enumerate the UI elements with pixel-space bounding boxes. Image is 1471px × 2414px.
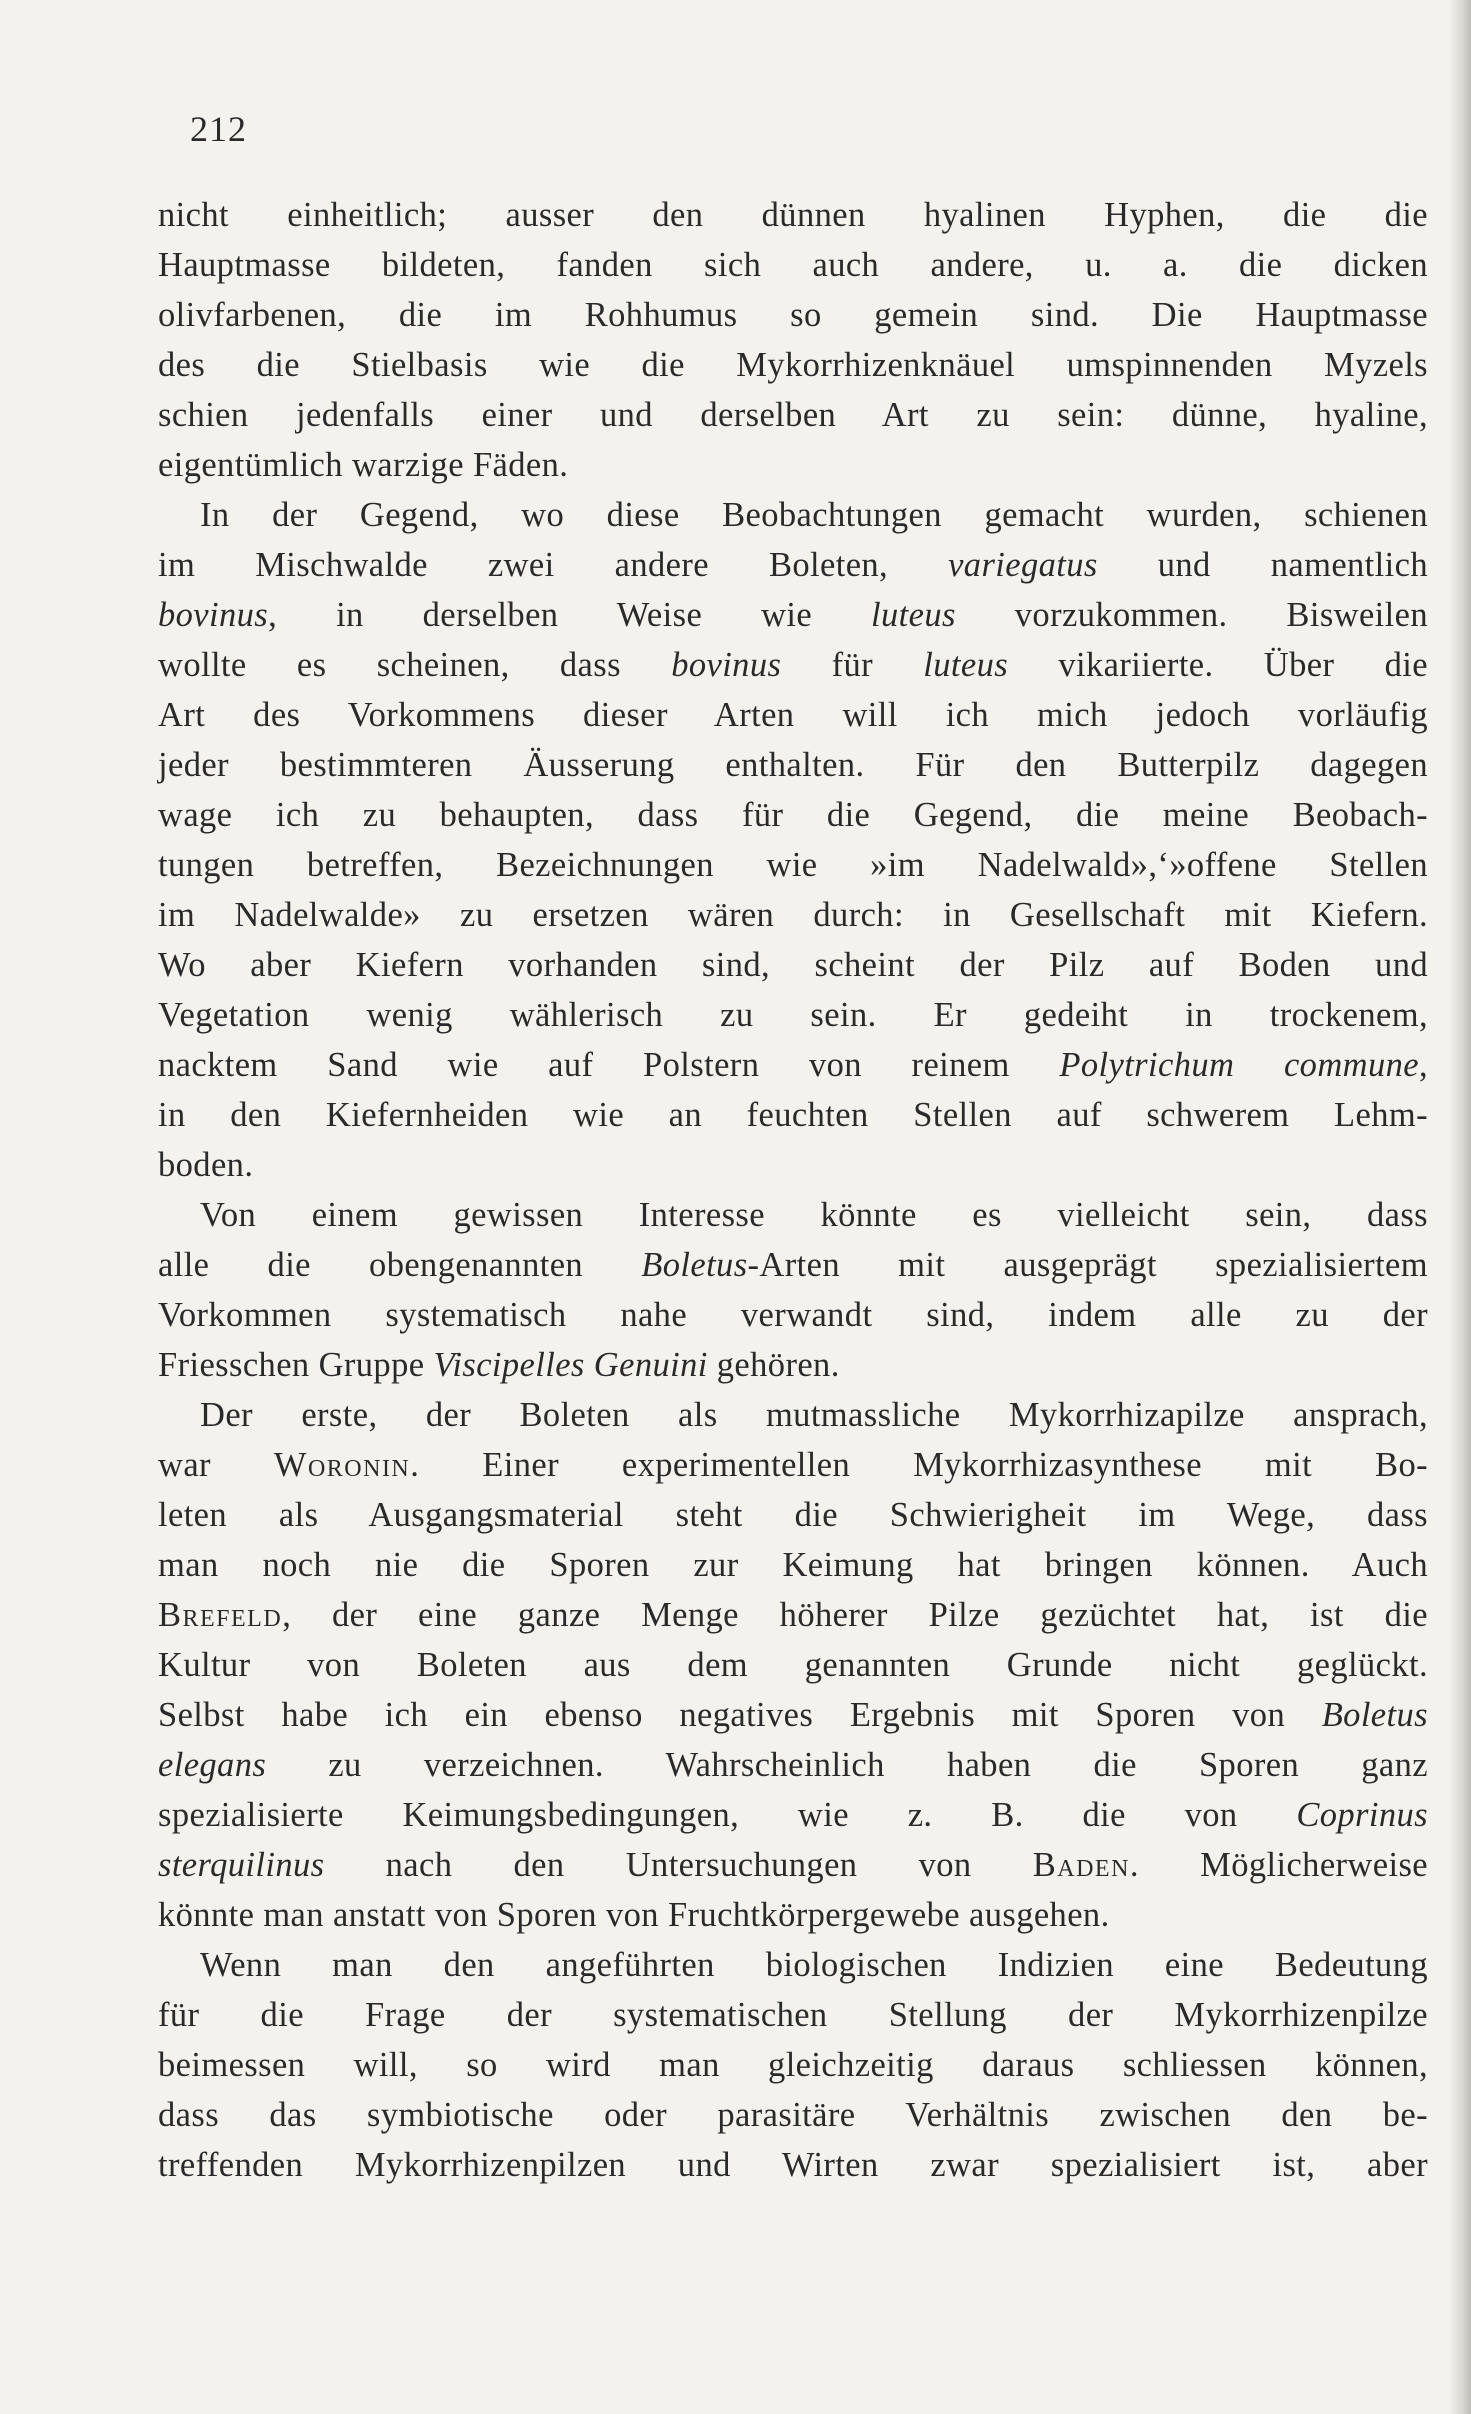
text-segment: , bbox=[1418, 1046, 1428, 1084]
text-segment: nicht einheitlich; ausser den dünnen hyalinen Hyphen, die die bbox=[158, 196, 1428, 234]
text-line bbox=[158, 340, 1428, 390]
text-line bbox=[158, 1490, 1428, 1540]
text-line bbox=[158, 1390, 1428, 1440]
text-segment: leten als Ausgangsmaterial steht die Schwierigheit im Wege, dass bbox=[158, 1496, 1428, 1534]
text-segment: und namentlich bbox=[1097, 546, 1429, 584]
text-line bbox=[158, 1840, 1428, 1890]
text-segment: für bbox=[781, 646, 924, 684]
text-segment: Der erste, der Boleten als mutmassliche Mykorrhizapilze ansprach, bbox=[200, 1396, 1428, 1434]
text-line bbox=[158, 540, 1428, 590]
text-line bbox=[158, 2040, 1428, 2090]
text-segment: Vorkommen systematisch nahe verwandt sind, indem alle zu der bbox=[158, 1296, 1428, 1334]
text-line bbox=[158, 790, 1428, 840]
text-segment: Art des Vorkommens dieser Arten will ich mich jedoch vorläufig bbox=[158, 696, 1428, 734]
text-line bbox=[158, 1090, 1428, 1140]
italic-text: bovinus bbox=[671, 646, 782, 684]
text-line bbox=[158, 1440, 1428, 1490]
text-segment: zu verzeichnen. Wahrscheinlich haben die Sporen ganz bbox=[266, 1746, 1428, 1784]
page-number: 212 bbox=[190, 109, 247, 149]
text-line bbox=[158, 1990, 1428, 2040]
text-segment: treffenden Mykorrhizenpilzen und Wirten zwar spezialisiert ist, aber bbox=[158, 2146, 1428, 2184]
text-line bbox=[158, 1890, 1428, 1940]
italic-text: Boletus bbox=[1321, 1696, 1428, 1734]
italic-text: bovinus bbox=[158, 596, 269, 634]
text-segment: im Mischwalde zwei andere Boleten, bbox=[158, 546, 949, 584]
text-segment: . Möglicherweise bbox=[1129, 1846, 1428, 1884]
text-line bbox=[158, 240, 1428, 290]
text-segment: eigentümlich warzige Fäden. bbox=[158, 446, 569, 484]
text-line bbox=[158, 290, 1428, 340]
text-segment: in den Kiefernheiden wie an feuchten Stellen auf schwerem Lehm- bbox=[158, 1096, 1428, 1134]
page-edge-shadow bbox=[1449, 0, 1471, 2414]
text-line bbox=[158, 590, 1428, 640]
text-line bbox=[158, 840, 1428, 890]
italic-text: luteus bbox=[871, 596, 956, 634]
text-line bbox=[158, 940, 1428, 990]
text-line bbox=[158, 1590, 1428, 1640]
text-segment: , in derselben Weise wie bbox=[268, 596, 872, 634]
italic-text: Coprinus bbox=[1296, 1796, 1428, 1834]
text-segment: dass das symbiotische oder parasitäre Verhältnis zwischen den be- bbox=[158, 2096, 1428, 2134]
text-line bbox=[158, 890, 1428, 940]
text-segment: Selbst habe ich ein ebenso negatives Ergebnis mit Sporen von bbox=[158, 1696, 1322, 1734]
text-line bbox=[158, 1690, 1428, 1740]
text-line bbox=[158, 1740, 1428, 1790]
text-segment: boden. bbox=[158, 1146, 254, 1184]
text-segment: Kultur von Boleten aus dem genannten Grunde nicht geglückt. bbox=[158, 1646, 1428, 1684]
text-segment: im Nadelwalde» zu ersetzen wären durch: in Gesellschaft mit Kiefern. bbox=[158, 896, 1428, 934]
text-segment: . Einer experimentellen Mykorrhizasynthese mit Bo- bbox=[410, 1446, 1428, 1484]
text-segment: Wenn man den angeführten biologischen Indizien eine Bedeutung bbox=[200, 1946, 1428, 1984]
text-line bbox=[158, 440, 1428, 490]
text-line bbox=[158, 640, 1428, 690]
text-segment: schien jedenfalls einer und derselben Art zu sein: dünne, hyaline, bbox=[158, 396, 1428, 434]
text-segment: Vegetation wenig wählerisch zu sein. Er gedeiht in trockenem, bbox=[158, 996, 1428, 1034]
text-line bbox=[158, 1040, 1428, 1090]
text-line bbox=[158, 1540, 1428, 1590]
text-segment: man noch nie die Sporen zur Keimung hat bringen können. Auch bbox=[158, 1546, 1428, 1584]
text-line bbox=[158, 490, 1428, 540]
text-segment: jeder bestimmteren Äusserung enthalten. Für den Butterpilz dagegen bbox=[158, 746, 1428, 784]
italic-text: sterquilinus bbox=[158, 1846, 325, 1884]
text-segment: , der eine ganze Menge höherer Pilze gezüchtet hat, ist die bbox=[282, 1596, 1428, 1634]
text-segment: wollte es scheinen, dass bbox=[158, 646, 672, 684]
text-segment: alle die obengenannten bbox=[158, 1246, 642, 1284]
text-segment: des die Stielbasis wie die Mykorrhizenknäuel umspinnenden Myzels bbox=[158, 346, 1428, 384]
italic-text: variegatus bbox=[948, 546, 1098, 584]
italic-text: Boletus bbox=[641, 1246, 748, 1284]
text-segment: nacktem Sand wie auf Polstern von reinem bbox=[158, 1046, 1060, 1084]
text-segment: könnte man anstatt von Sporen von Fruchtkörpergewebe ausgehen. bbox=[158, 1896, 1110, 1934]
text-segment: war bbox=[158, 1446, 274, 1484]
text-segment: olivfarbenen, die im Rohhumus so gemein sind. Die Hauptmasse bbox=[158, 296, 1428, 334]
text-segment: wage ich zu behaupten, dass für die Gegend, die meine Beobach- bbox=[158, 796, 1428, 834]
text-line bbox=[158, 1240, 1428, 1290]
text-segment: Friesschen Gruppe bbox=[158, 1346, 434, 1384]
text-segment: -Arten mit ausgeprägt spezialisiertem bbox=[747, 1246, 1429, 1284]
text-line bbox=[158, 2140, 1428, 2190]
text-segment: tungen betreffen, Bezeichnungen wie »im Nadelwald»,‘»offene Stellen bbox=[158, 846, 1428, 884]
body-text bbox=[158, 190, 1428, 2190]
text-line bbox=[158, 1290, 1428, 1340]
text-segment: für die Frage der systematischen Stellung der Mykorrhizenpilze bbox=[158, 1996, 1428, 2034]
text-line bbox=[158, 2090, 1428, 2140]
text-segment: gehören. bbox=[707, 1346, 840, 1384]
small-caps-name: Baden bbox=[1032, 1846, 1130, 1884]
text-segment: vorzukommen. Bisweilen bbox=[955, 596, 1429, 634]
text-line bbox=[158, 990, 1428, 1040]
italic-text: Polytrichum commune bbox=[1059, 1046, 1419, 1084]
small-caps-name: Brefeld bbox=[158, 1596, 283, 1634]
text-line bbox=[158, 690, 1428, 740]
text-segment: spezialisierte Keimungsbedingungen, wie z. B. die von bbox=[158, 1796, 1297, 1834]
text-segment: Hauptmasse bildeten, fanden sich auch andere, u. a. die dicken bbox=[158, 246, 1428, 284]
text-segment: In der Gegend, wo diese Beobachtungen gemacht wurden, schienen bbox=[200, 496, 1428, 534]
text-segment: nach den Untersuchungen von bbox=[324, 1846, 1033, 1884]
text-line bbox=[158, 740, 1428, 790]
text-line bbox=[158, 1790, 1428, 1840]
text-segment: beimessen will, so wird man gleichzeitig daraus schliessen können, bbox=[158, 2046, 1428, 2084]
text-line bbox=[158, 390, 1428, 440]
text-line bbox=[158, 1140, 1428, 1190]
small-caps-name: Woronin bbox=[273, 1446, 411, 1484]
text-line bbox=[158, 1340, 1428, 1390]
text-segment: Wo aber Kiefern vorhanden sind, scheint der Pilz auf Boden und bbox=[158, 946, 1428, 984]
italic-text: elegans bbox=[158, 1746, 267, 1784]
text-segment: vikariierte. Über die bbox=[1008, 646, 1428, 684]
italic-text: Viscipelles Genuini bbox=[433, 1346, 708, 1384]
text-line bbox=[158, 1940, 1428, 1990]
text-line bbox=[158, 1190, 1428, 1240]
text-line bbox=[158, 190, 1428, 240]
text-segment: Von einem gewissen Interesse könnte es vielleicht sein, dass bbox=[200, 1196, 1428, 1234]
italic-text: luteus bbox=[923, 646, 1009, 684]
text-line bbox=[158, 1640, 1428, 1690]
